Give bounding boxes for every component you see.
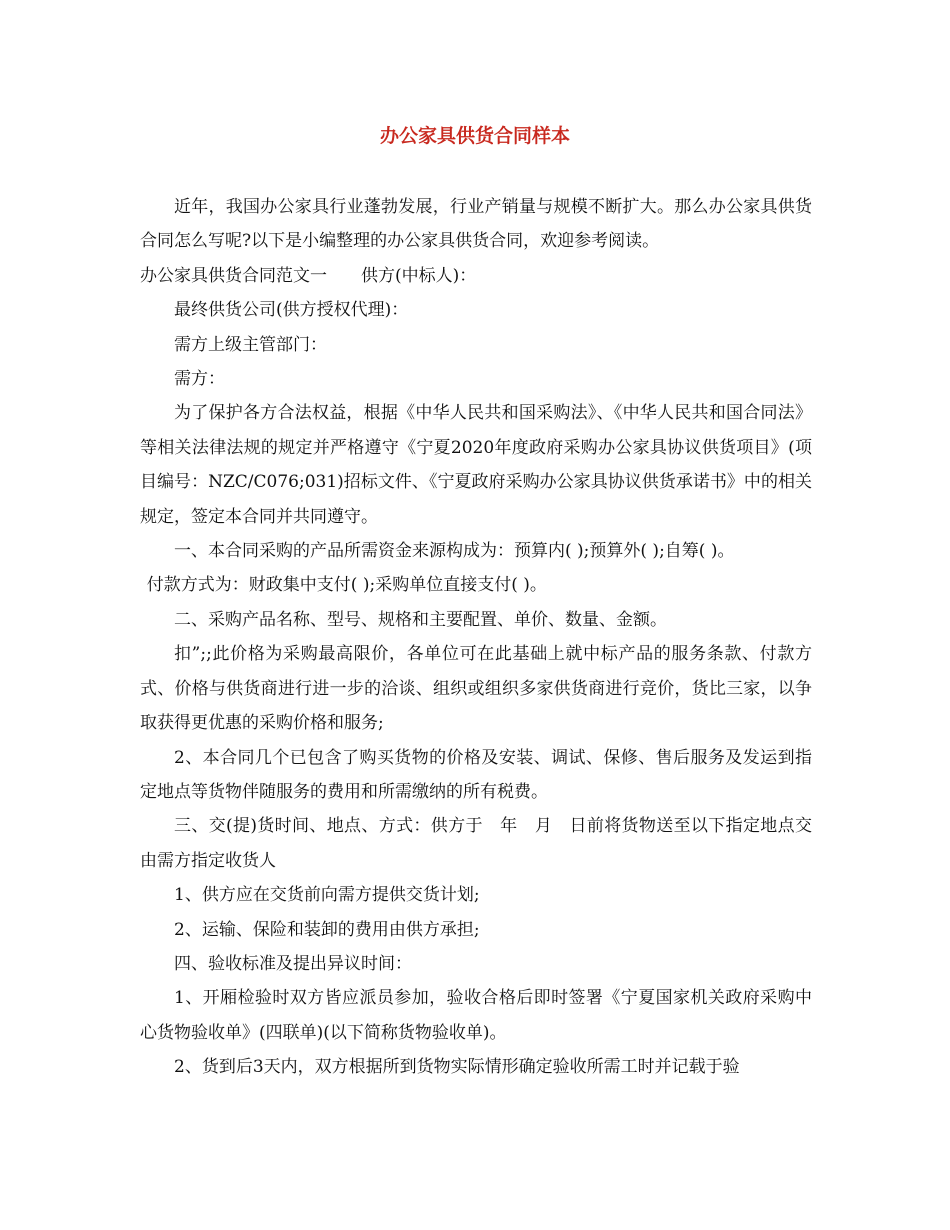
clause-3-item-2: 2、运输、保险和装卸的费用由供方承担; — [174, 919, 480, 940]
clause-4-item-2: 2、货到后3天内，双方根据所到货物实际情形确定验收所需工时并记载于验 — [174, 1057, 740, 1078]
document-body — [140, 190, 812, 1085]
intro-paragraph: 近年，我国办公家具行业蓬勃发展，行业产销量与规模不断扩大。那么办公家具供货合同怎么写呢?以下是小编整理的办公家具供货合同，欢迎参考阅读。 — [140, 197, 812, 252]
clause-2-price-note: 扣”;;此价格为采购最高限价，各单位可在此基础上就中标产品的服务条款、付款方式、价格与供货商进行进一步的洽谈、组织或组织多家供货商进行竞价，货比三家，以争取获得更优惠的采购价格和服务; — [140, 644, 812, 734]
clause-2-heading: 二、采购产品名称、型号、规格和主要配置、单价、数量、金额。 — [174, 609, 667, 630]
clause-1-funding: 一、本合同采购的产品所需资金来源构成为：预算内( );预算外( );自筹( )。 — [174, 541, 735, 562]
sample-heading-supplier: 办公家具供货合同范文一 供方(中标人)： — [140, 265, 477, 286]
clause-2-item-2: 2、本合同几个已包含了购买货物的价格及安装、调试、保修、售后服务及发运到指定地点等货物伴随服务的费用和所需缴纳的所有税费。 — [140, 747, 812, 802]
clause-4-heading: 四、验收标准及提出异议时间： — [174, 953, 412, 974]
final-supplier-line: 最终供货公司(供方授权代理)： — [174, 300, 409, 321]
buyer-line: 需方： — [174, 369, 225, 390]
clause-3-heading: 三、交(提)货时间、地点、方式：供方于 年 月 日前将货物送至以下指定地点交由需方指定收货人 — [140, 816, 812, 871]
document-title: 办公家具供货合同样本 — [379, 125, 570, 147]
clause-3-item-1: 1、供方应在交货前向需方提供交货计划; — [174, 885, 480, 906]
preamble-paragraph: 为了保护各方合法权益，根据《中华人民共和国采购法》、《中华人民共和国合同法》等相关法律法规的规定并严格遵守《宁夏2020年度政府采购办公家具协议供货项目》(项目编号：NZC/C076;031)招标文件、《宁夏政府采购办公家具协议供货承诺书》中的相关规定，签定本合同并共同遵守。 — [140, 403, 812, 527]
clause-1-payment: 付款方式为：财政集中支付( );采购单位直接支付( )。 — [146, 575, 547, 596]
clause-4-item-1: 1、开厢检验时双方皆应派员参加，验收合格后即时签署《宁夏国家机关政府采购中心货物验收单》(四联单)(以下简称货物验收单)。 — [140, 988, 812, 1043]
buyer-department-line: 需方上级主管部门： — [174, 334, 327, 355]
